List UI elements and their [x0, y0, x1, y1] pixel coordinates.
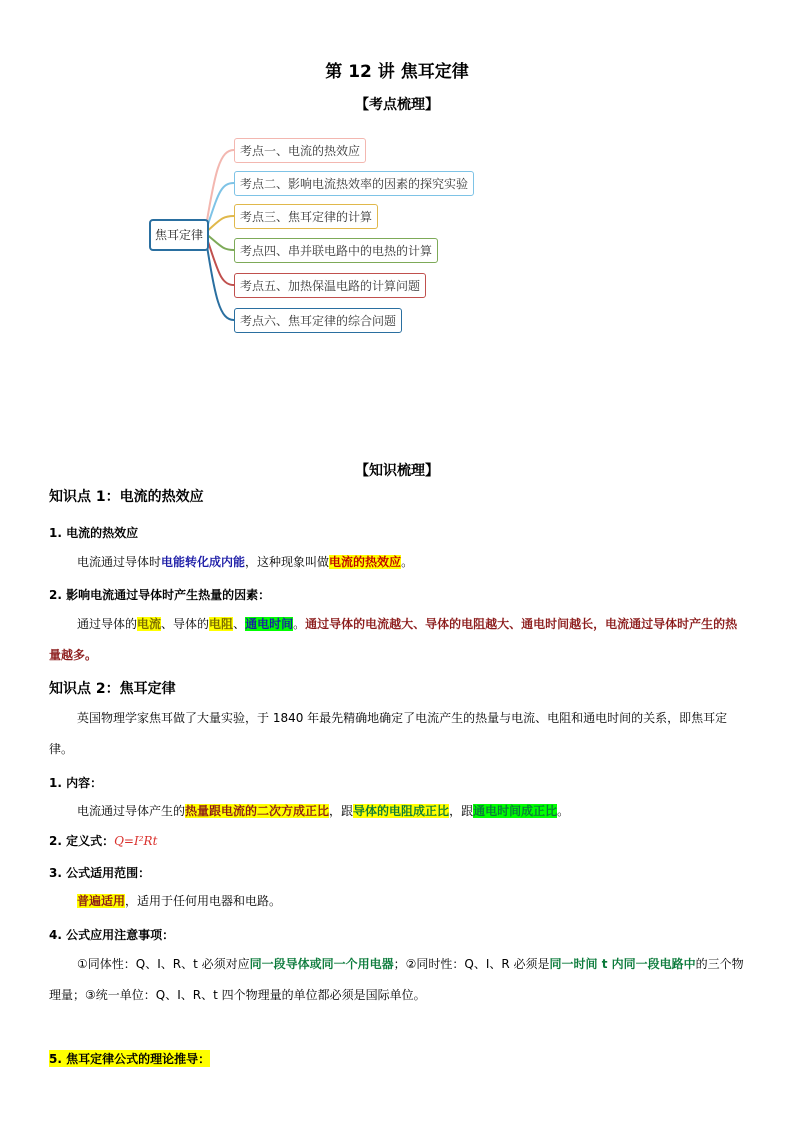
highlight-resistance: 电阻 [209, 617, 234, 631]
kp2-sub4-heading: 4. 公式应用注意事项： [49, 928, 175, 942]
emphasis-same-conductor: 同一段导体或同一个用电器 [249, 957, 394, 971]
mind-map-node-6: 考点六、焦耳定律的综合问题 [234, 308, 402, 333]
kp2-sub1-heading: 1. 内容： [49, 776, 103, 790]
kp2-sub5-heading: 5. 焦耳定律公式的理论推导： [49, 1052, 211, 1066]
formula: Q=I²Rt [114, 834, 158, 848]
knowledge-point-1-heading: 知识点 1：电流的热效应 [49, 489, 204, 505]
text-run: 、导体的 [161, 617, 210, 631]
kp2-sub4-text [49, 949, 749, 1011]
kp1-sub2-heading: 2. 影响电流通过导体时产生热量的因素： [49, 588, 271, 602]
page-title: 第 12 讲 焦耳定律 [325, 62, 469, 82]
text-run: ①同体性：Q、I、R、t 必须对应 [77, 957, 250, 971]
kp1-sub1-text [49, 547, 749, 578]
highlight-universal: 普遍适用 [77, 894, 126, 908]
highlight-time: 通电时间 [245, 617, 294, 631]
text-run: 。 [401, 555, 414, 569]
text-run: ，这种现象叫做 [245, 555, 330, 569]
highlight-current: 电流 [137, 617, 162, 631]
highlight-energy-conversion: 电能转化成内能 [161, 555, 246, 569]
mind-map-node-3: 考点三、焦耳定律的计算 [234, 204, 378, 229]
text-run: 。 [557, 804, 570, 818]
highlight-resistance-proportional: 导体的电阻成正比 [353, 804, 450, 818]
text-run: 的三个物理量；③统一单位：Q、I、R、t 四个物理量的单位都必须是国际单位。 [49, 957, 744, 1002]
knowledge-point-2-heading: 知识点 2：焦耳定律 [49, 681, 176, 697]
text-run: ；②同时性：Q、I、R 必须是 [393, 957, 550, 971]
text-run: ，跟 [329, 804, 354, 818]
section-heading-knowledge: 【知识梳理】 [355, 463, 439, 479]
section-heading-exam-points: 【考点梳理】 [355, 97, 439, 113]
text-run: 电流通过导体时 [77, 555, 162, 569]
mind-map-node-2: 考点二、影响电流热效率的因素的探究实验 [234, 171, 474, 196]
text-run: 、 [233, 617, 246, 631]
mind-map-node-5: 考点五、加热保温电路的计算问题 [234, 273, 426, 298]
kp2-sub1-text [49, 796, 749, 827]
highlight-time-proportional: 通电时间成正比 [473, 804, 558, 818]
mind-map-node-4: 考点四、串并联电路中的电热的计算 [234, 238, 438, 263]
kp1-sub2-text [49, 609, 749, 671]
text-run: 。 [293, 617, 306, 631]
kp2-sub3-text [49, 886, 749, 917]
kp1-sub1-heading: 1. 电流的热效应 [49, 526, 139, 540]
mind-map-node-1: 考点一、电流的热效应 [234, 138, 366, 163]
kp2-intro: 英国物理学家焦耳做了大量实验，于 1840 年最先精确地确定了电流产生的热量与电流、电阻和通电时间的关系，即焦耳定律。 [49, 711, 728, 756]
mind-map-center: 焦耳定律 [149, 219, 209, 251]
highlight-current-squared: 热量跟电流的二次方成正比 [185, 804, 330, 818]
kp2-sub3-heading: 3. 公式适用范围： [49, 866, 151, 880]
kp2-sub2-heading: 2. 定义式： [49, 834, 115, 848]
highlight-heat-effect: 电流的热效应 [329, 555, 402, 569]
text-run: ，适用于任何用电器和电路。 [125, 894, 282, 908]
kp2-sub2 [49, 826, 157, 857]
text-run: 通过导体的 [77, 617, 138, 631]
text-run: 电流通过导体产生的 [77, 804, 186, 818]
conclusion-text: 通过导体的电流越大、导体的电阻越大、通电时间越长，电流通过导体时产生的热量越多。 [49, 617, 738, 662]
emphasis-same-time: 同一时间 t 内同一段电路中 [549, 957, 696, 971]
text-run: ，跟 [449, 804, 474, 818]
